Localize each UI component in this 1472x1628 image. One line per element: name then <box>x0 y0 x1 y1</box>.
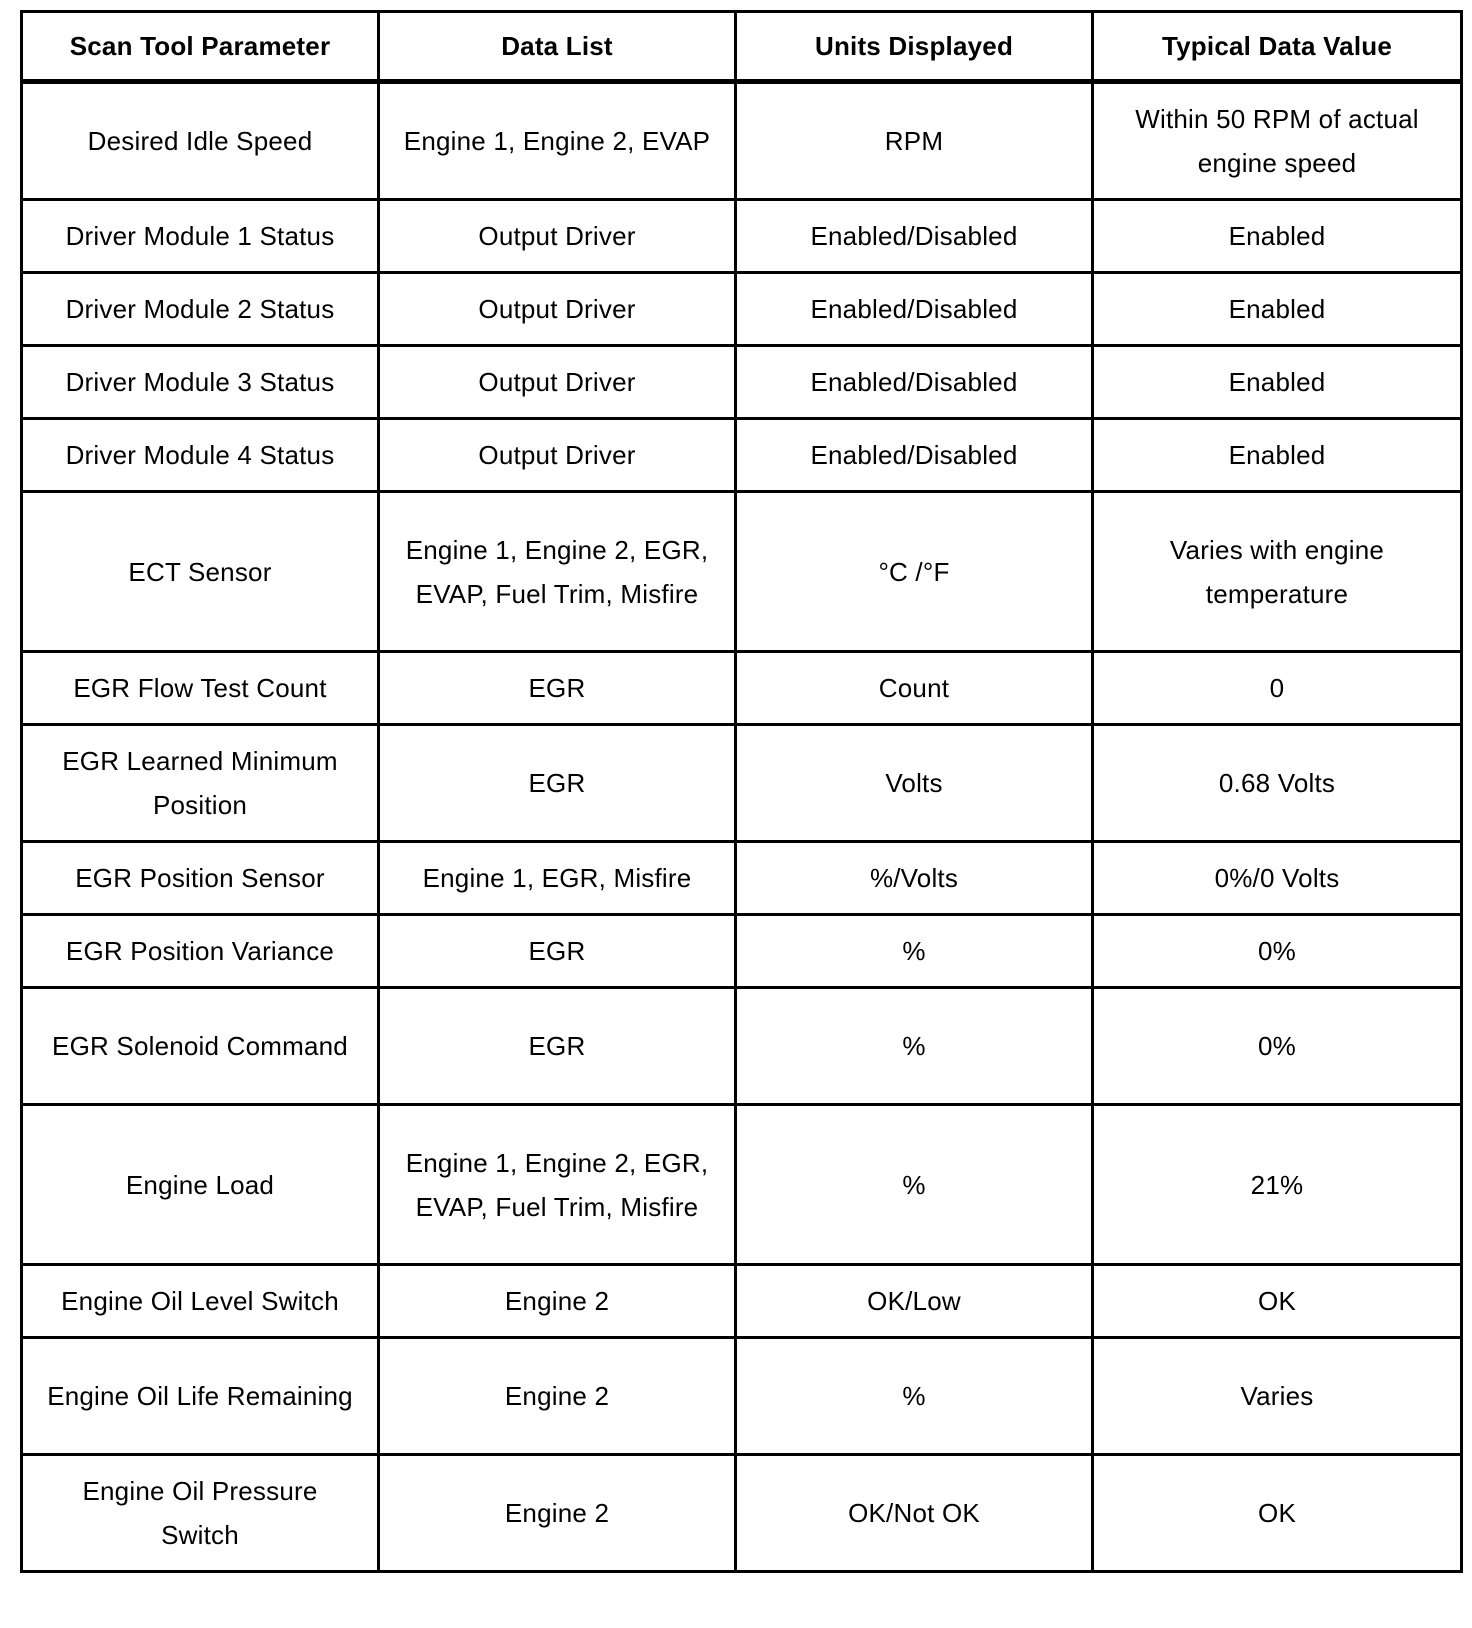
cell-data-list: EGR <box>379 915 736 988</box>
table-row <box>22 273 1462 346</box>
cell-parameter: Driver Module 1 Status <box>22 200 379 273</box>
table-row <box>22 419 1462 492</box>
cell-units: Enabled/Disabled <box>736 273 1093 346</box>
header-units-displayed: Units Displayed <box>736 12 1093 82</box>
table-row <box>22 1455 1462 1572</box>
cell-typical-value: Enabled <box>1093 273 1462 346</box>
cell-units: Count <box>736 652 1093 725</box>
cell-data-list: EGR <box>379 725 736 842</box>
cell-data-list: EGR <box>379 652 736 725</box>
cell-data-list: Engine 2 <box>379 1455 736 1572</box>
cell-typical-value: OK <box>1093 1455 1462 1572</box>
cell-data-list: Output Driver <box>379 273 736 346</box>
cell-typical-value: Varies <box>1093 1338 1462 1455</box>
cell-parameter: Engine Oil Pressure Switch <box>22 1455 379 1572</box>
cell-units: °C /°F <box>736 492 1093 652</box>
cell-typical-value: Within 50 RPM of actual engine speed <box>1093 82 1462 200</box>
cell-typical-value: Enabled <box>1093 346 1462 419</box>
table-row <box>22 346 1462 419</box>
cell-parameter: Driver Module 4 Status <box>22 419 379 492</box>
scan-tool-data-sheet <box>20 10 1460 1573</box>
header-scan-tool-parameter: Scan Tool Parameter <box>22 12 379 82</box>
cell-typical-value: 0% <box>1093 915 1462 988</box>
header-data-list: Data List <box>379 12 736 82</box>
cell-parameter: EGR Position Variance <box>22 915 379 988</box>
cell-data-list: Engine 2 <box>379 1265 736 1338</box>
table-row <box>22 492 1462 652</box>
cell-typical-value: 0 <box>1093 652 1462 725</box>
cell-data-list: Engine 1, Engine 2, EVAP <box>379 82 736 200</box>
header-typical-data-value: Typical Data Value <box>1093 12 1462 82</box>
cell-typical-value: 0%/0 Volts <box>1093 842 1462 915</box>
cell-data-list: Output Driver <box>379 200 736 273</box>
cell-typical-value: Varies with engine temperature <box>1093 492 1462 652</box>
cell-data-list: Output Driver <box>379 346 736 419</box>
cell-units: RPM <box>736 82 1093 200</box>
cell-parameter: EGR Position Sensor <box>22 842 379 915</box>
cell-data-list: Engine 1, EGR, Misfire <box>379 842 736 915</box>
cell-typical-value: 0% <box>1093 988 1462 1105</box>
table-header-row <box>22 12 1462 82</box>
cell-units: Enabled/Disabled <box>736 419 1093 492</box>
cell-typical-value: 0.68 Volts <box>1093 725 1462 842</box>
cell-typical-value: Enabled <box>1093 419 1462 492</box>
cell-typical-value: 21% <box>1093 1105 1462 1265</box>
cell-typical-value: Enabled <box>1093 200 1462 273</box>
cell-units: % <box>736 988 1093 1105</box>
table-row <box>22 652 1462 725</box>
cell-data-list: EGR <box>379 988 736 1105</box>
cell-parameter: Driver Module 2 Status <box>22 273 379 346</box>
cell-units: % <box>736 1338 1093 1455</box>
table-row <box>22 1338 1462 1455</box>
scan-tool-data-table <box>20 10 1463 1573</box>
table-row <box>22 988 1462 1105</box>
cell-parameter: Driver Module 3 Status <box>22 346 379 419</box>
cell-units: Enabled/Disabled <box>736 346 1093 419</box>
cell-units: Enabled/Disabled <box>736 200 1093 273</box>
cell-units: OK/Low <box>736 1265 1093 1338</box>
cell-units: Volts <box>736 725 1093 842</box>
cell-parameter: EGR Solenoid Command <box>22 988 379 1105</box>
cell-typical-value: OK <box>1093 1265 1462 1338</box>
cell-data-list: Engine 2 <box>379 1338 736 1455</box>
table-row <box>22 82 1462 200</box>
table-row <box>22 200 1462 273</box>
cell-units: % <box>736 1105 1093 1265</box>
cell-parameter: Desired Idle Speed <box>22 82 379 200</box>
cell-units: OK/Not OK <box>736 1455 1093 1572</box>
table-row <box>22 1105 1462 1265</box>
cell-data-list: Output Driver <box>379 419 736 492</box>
table-row <box>22 915 1462 988</box>
cell-units: % <box>736 915 1093 988</box>
cell-data-list: Engine 1, Engine 2, EGR, EVAP, Fuel Trim, Misfire <box>379 1105 736 1265</box>
cell-parameter: Engine Oil Level Switch <box>22 1265 379 1338</box>
cell-units: %/Volts <box>736 842 1093 915</box>
cell-parameter: EGR Learned Minimum Position <box>22 725 379 842</box>
cell-data-list: Engine 1, Engine 2, EGR, EVAP, Fuel Trim, Misfire <box>379 492 736 652</box>
cell-parameter: EGR Flow Test Count <box>22 652 379 725</box>
cell-parameter: Engine Load <box>22 1105 379 1265</box>
cell-parameter: ECT Sensor <box>22 492 379 652</box>
table-row <box>22 725 1462 842</box>
cell-parameter: Engine Oil Life Remaining <box>22 1338 379 1455</box>
table-row <box>22 842 1462 915</box>
table-row <box>22 1265 1462 1338</box>
